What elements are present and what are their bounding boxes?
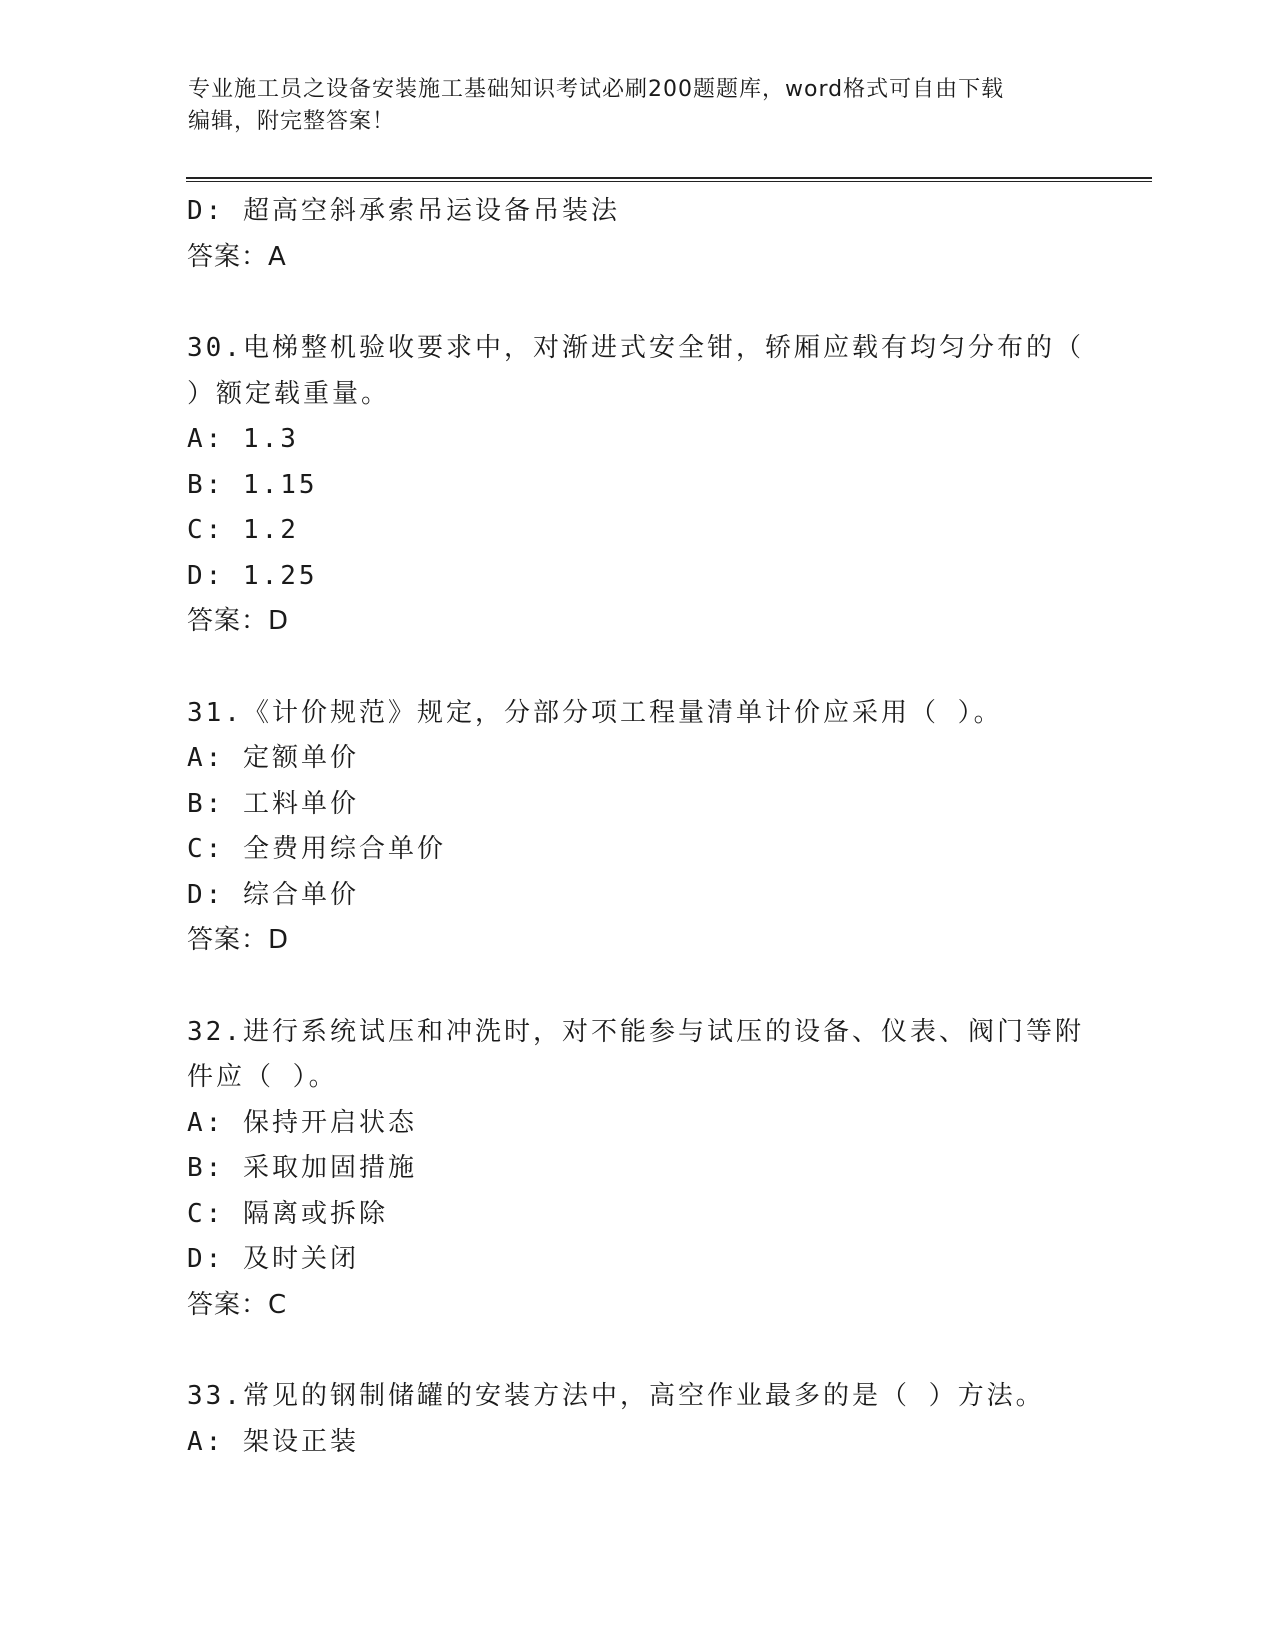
header-line-1: 专业施工员之设备安装施工基础知识考试必刷200题题库，word格式可自由下载 bbox=[188, 77, 1005, 102]
question-stem: 件应（ ）。 bbox=[187, 1062, 338, 1092]
option-a: A: 定额单价 bbox=[187, 743, 359, 773]
question-stem: 33.常见的钢制储罐的安装方法中，高空作业最多的是（ ）方法。 bbox=[187, 1381, 1045, 1411]
header-rule-thick bbox=[186, 177, 1152, 179]
answer: 答案：D bbox=[187, 606, 290, 636]
spacer bbox=[187, 280, 1087, 326]
option-b: B: 1.15 bbox=[187, 469, 318, 500]
prev-option-d: D: 超高空斜承索吊运设备吊装法 bbox=[187, 196, 620, 226]
option-a: A: 1.3 bbox=[187, 424, 299, 454]
option-a: A: 保持开启状态 bbox=[187, 1107, 417, 1138]
answer: 答案：D bbox=[187, 925, 290, 955]
question-32 bbox=[187, 1010, 1087, 1329]
document-header bbox=[188, 74, 1088, 138]
question-stem: 32.进行系统试压和冲洗时，对不能参与试压的设备、仪表、阀门等附 bbox=[187, 1016, 1084, 1047]
question-30 bbox=[187, 326, 1087, 645]
option-c: C: 1.2 bbox=[187, 515, 299, 545]
question-stem: 30.电梯整机验收要求中，对渐进式安全钳，轿厢应载有均匀分布的（ bbox=[187, 333, 1084, 363]
question-33 bbox=[187, 1374, 1087, 1465]
spacer bbox=[187, 964, 1087, 1010]
option-b: B: 工料单价 bbox=[187, 788, 359, 819]
header-rule-thin bbox=[186, 181, 1152, 182]
prev-answer: 答案：A bbox=[187, 241, 287, 272]
question-list bbox=[187, 189, 1087, 1465]
option-c: C: 全费用综合单价 bbox=[187, 834, 446, 864]
answer: 答案：C bbox=[187, 1289, 288, 1320]
option-d: D: 综合单价 bbox=[187, 879, 359, 910]
spacer bbox=[187, 645, 1087, 691]
question-stem: 31.《计价规范》规定，分部分项工程量清单计价应采用（ ）。 bbox=[187, 697, 1003, 728]
spacer bbox=[187, 1328, 1087, 1374]
option-d: D: 1.25 bbox=[187, 560, 318, 591]
question-31 bbox=[187, 691, 1087, 964]
option-b: B: 采取加固措施 bbox=[187, 1153, 417, 1183]
header-line-2: 编辑，附完整答案！ bbox=[188, 109, 396, 134]
option-d: D: 及时关闭 bbox=[187, 1244, 359, 1274]
option-a: A: 架设正装 bbox=[187, 1426, 359, 1457]
question-stem: ）额定载重量。 bbox=[187, 378, 391, 409]
option-c: C: 隔离或拆除 bbox=[187, 1198, 388, 1229]
